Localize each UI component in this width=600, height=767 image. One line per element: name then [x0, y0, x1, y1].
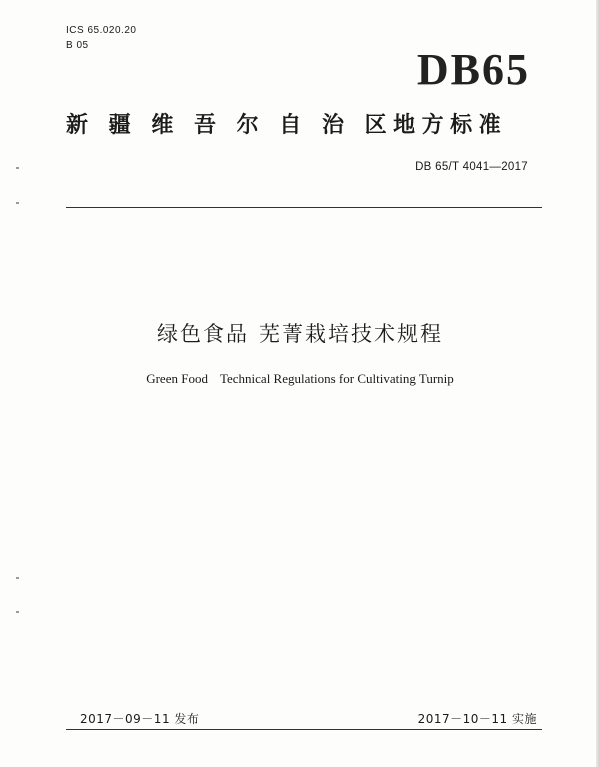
scan-speck	[16, 167, 19, 169]
document-title-en	[0, 371, 600, 387]
document-title-zh-part1: 绿色食品	[157, 322, 249, 346]
document-title-en-part1: Green Food	[146, 371, 208, 386]
standard-logo: DB65	[416, 45, 530, 94]
classification-codes	[66, 23, 136, 53]
issue-date: 2017－09－11 发布	[80, 712, 200, 726]
ccs-code: B 05	[66, 40, 89, 51]
document-title-en-part2: Technical Regulations for Cultivating Turnip	[219, 371, 454, 386]
top-divider	[66, 207, 542, 208]
standard-type-title: 新 疆 维 吾 尔 自 治 区地方标准	[66, 113, 508, 138]
bottom-divider	[66, 729, 542, 730]
document-title-zh	[0, 318, 600, 348]
implementation-date: 2017－10－11 实施	[417, 712, 537, 726]
document-title-zh-part2: 芜菁栽培技术规程	[259, 322, 443, 346]
standard-number: DB 65/T 4041—2017	[415, 161, 528, 173]
ics-code: ICS 65.020.20	[66, 25, 137, 36]
scan-speck	[16, 611, 19, 613]
scan-speck	[16, 577, 19, 579]
scan-edge-shadow	[596, 0, 600, 767]
scan-speck	[16, 202, 19, 204]
